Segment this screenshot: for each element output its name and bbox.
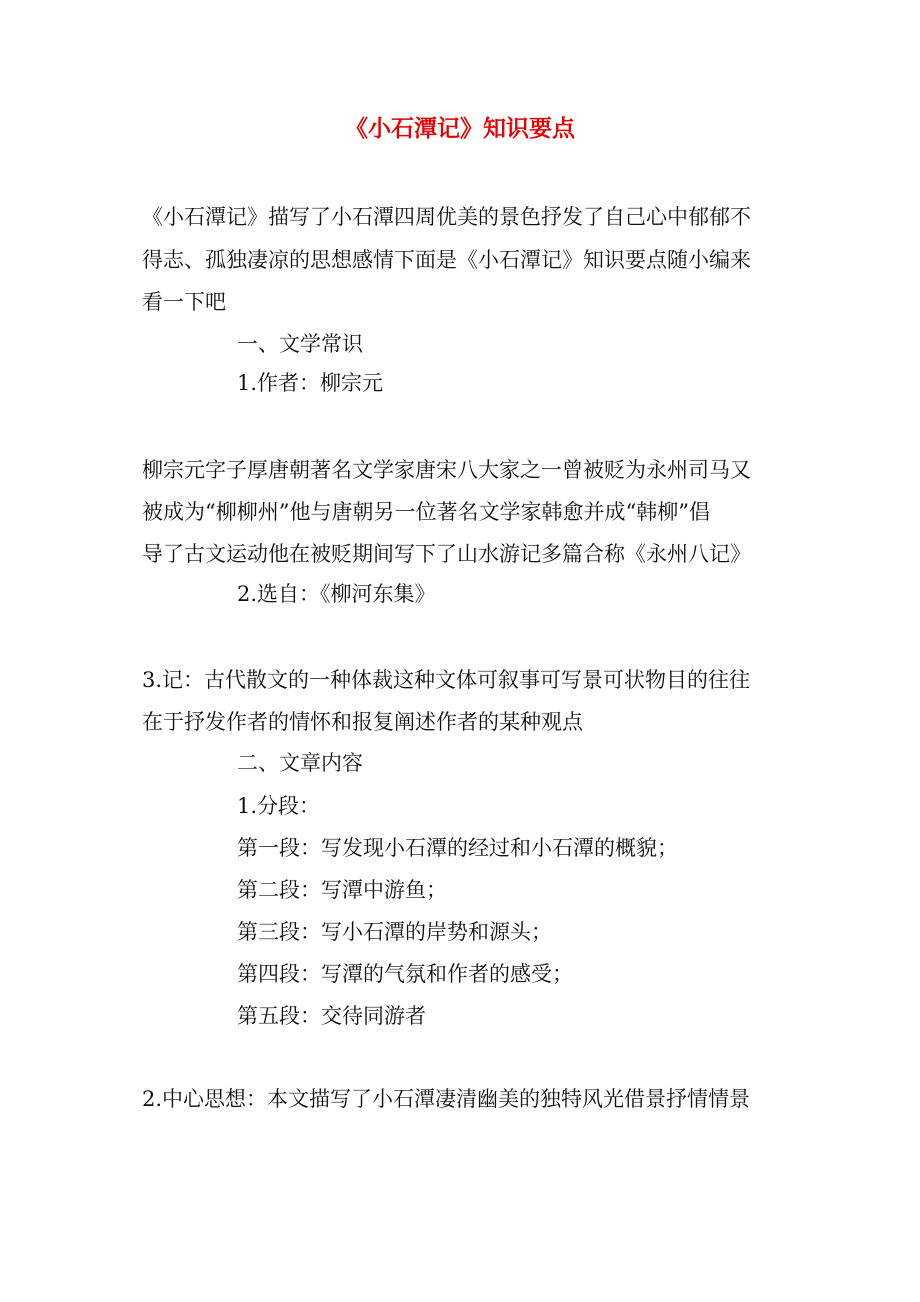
author-body-line: 导了古文运动他在被贬期间写下了山水游记多篇合称《永州八记》 bbox=[142, 542, 751, 566]
central-idea-line: 2.中心思想：本文描写了小石潭凄清幽美的独特风光借景抒情情景 bbox=[142, 1087, 751, 1111]
source-line: 2.选自：《柳河东集》 bbox=[237, 582, 436, 606]
paragraph-summary: 第一段：写发现小石潭的经过和小石潭的概貌； bbox=[237, 836, 678, 860]
section-heading-content: 二、文章内容 bbox=[237, 751, 363, 775]
author-heading: 1.作者：柳宗元 bbox=[237, 371, 384, 395]
paragraph-summary: 第三段：写小石潭的岸势和源头； bbox=[237, 920, 552, 944]
paragraph-summary: 第二段：写潭中游鱼； bbox=[237, 878, 447, 902]
genre-line: 3.记：古代散文的一种体裁这种文体可叙事可写景可状物目的往往 bbox=[142, 668, 751, 692]
paragraph-summary: 第五段：交待同游者 bbox=[237, 1004, 426, 1028]
section-heading-literary-knowledge: 一、文学常识 bbox=[237, 332, 363, 356]
genre-line: 在于抒发作者的情怀和报复阐述作者的某种观点 bbox=[142, 710, 583, 734]
paragraph-summary: 第四段：写潭的气氛和作者的感受； bbox=[237, 962, 573, 986]
intro-line: 得志、孤独凄凉的思想感情下面是《小石潭记》知识要点随小编来 bbox=[142, 248, 751, 272]
author-body-line: 被成为“柳柳州”他与唐朝另一位著名文学家韩愈并成“韩柳”倡 bbox=[142, 500, 710, 524]
intro-line: 看一下吧 bbox=[142, 290, 226, 314]
author-body-line: 柳宗元字子厚唐朝著名文学家唐宋八大家之一曾被贬为永州司马又 bbox=[142, 458, 751, 482]
intro-line: 《小石潭记》描写了小石潭四周优美的景色抒发了自己心中郁郁不 bbox=[142, 205, 751, 229]
document-title: 《小石潭记》知识要点 bbox=[345, 115, 575, 142]
segmentation-heading: 1.分段： bbox=[237, 794, 321, 818]
